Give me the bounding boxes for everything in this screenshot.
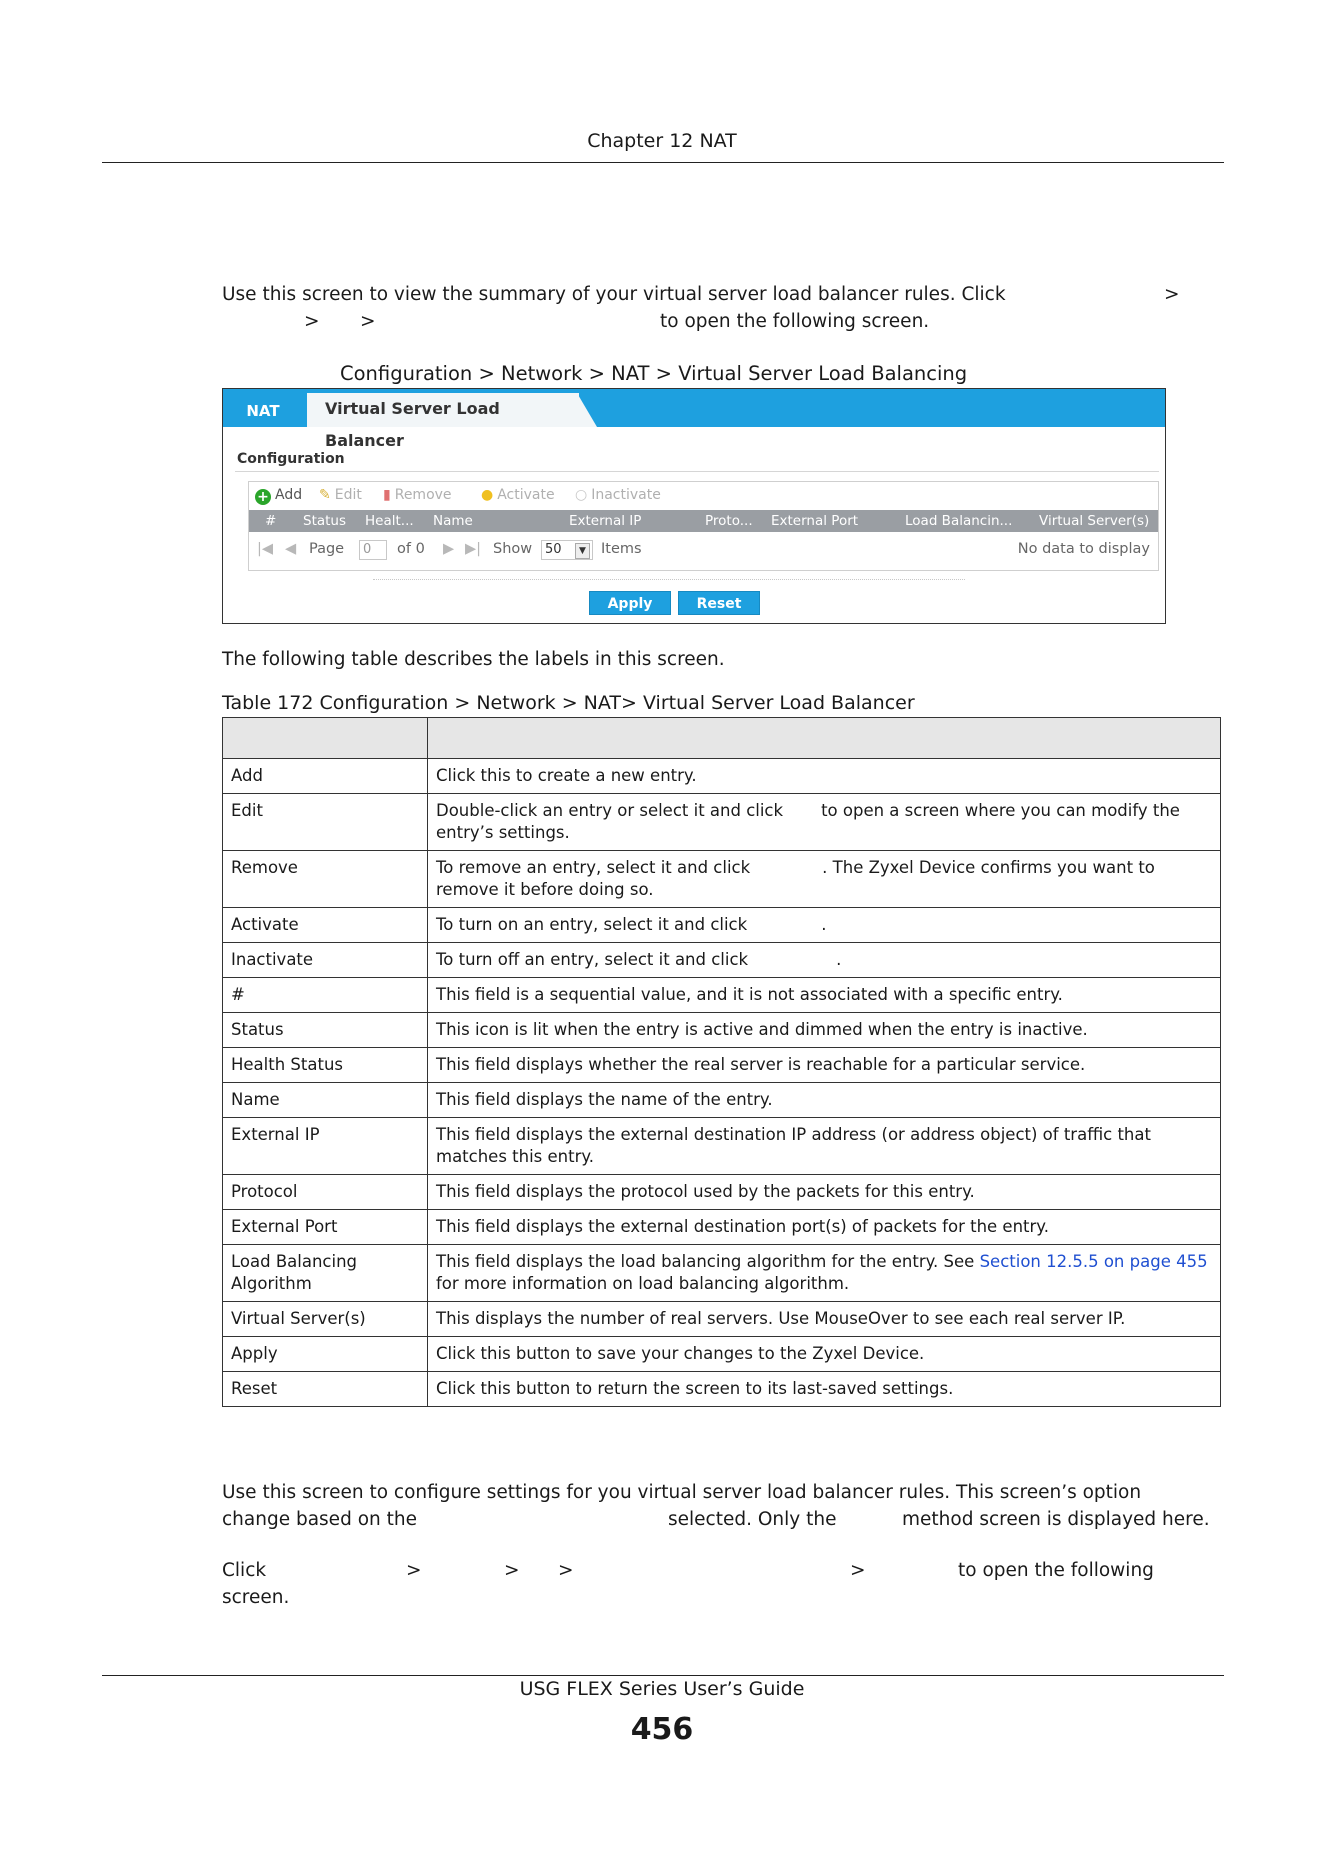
table-row — [223, 851, 1221, 908]
row-description: Click this to create a new entry. — [428, 759, 1221, 794]
table-row — [223, 1048, 1221, 1083]
intro-line-1: Use this screen to view the summary of your virtual server load balancer rules. Click — [222, 284, 1006, 305]
table-row — [223, 908, 1221, 943]
section2-separator: > — [850, 1560, 866, 1581]
row-label: # — [223, 978, 428, 1013]
row-label: External Port — [223, 1210, 428, 1245]
remove-button[interactable] — [383, 487, 452, 503]
activate-label: Activate — [497, 487, 555, 503]
add-button[interactable] — [255, 487, 302, 505]
page-size-value: 50 — [545, 542, 562, 557]
show-label: Show — [493, 541, 533, 557]
table-row — [223, 1013, 1221, 1048]
row-label: Edit — [223, 794, 428, 851]
last-page-icon[interactable]: ▶| — [465, 541, 482, 557]
tab-nat[interactable]: NAT — [246, 402, 280, 420]
edit-button[interactable] — [319, 487, 362, 503]
reset-button[interactable]: Reset — [678, 591, 760, 615]
guide-title: USG FLEX Series User’s Guide — [519, 1678, 805, 1700]
intro-separator: > — [360, 311, 376, 332]
section-divider — [235, 471, 1159, 472]
desc-part: To remove an entry, select it and click — [436, 858, 751, 877]
table-row — [223, 978, 1221, 1013]
row-label: Load Balancing Algorithm — [223, 1245, 428, 1302]
row-label: Name — [223, 1083, 428, 1118]
desc-part: Double-click an entry or select it and click — [436, 801, 784, 820]
desc-part: for more information on load balancing algorithm. — [436, 1274, 850, 1293]
chapter-header: Chapter 12 NAT — [587, 130, 737, 152]
page-input[interactable]: 0 — [359, 540, 387, 560]
page-size-select[interactable] — [541, 540, 593, 560]
table-caption: Table 172 Configuration > Network > NAT> Virtual Server Load Balancer — [222, 692, 915, 714]
row-description — [428, 794, 1221, 851]
row-label: Activate — [223, 908, 428, 943]
row-description: This displays the number of real servers. Use MouseOver to see each real server IP. — [428, 1302, 1221, 1337]
section2-text: method screen is displayed here. — [902, 1509, 1210, 1530]
desc-part: . — [821, 915, 827, 934]
trash-icon: ▮ — [383, 487, 391, 503]
row-description — [428, 1245, 1221, 1302]
first-page-icon[interactable]: |◀ — [257, 541, 274, 557]
row-label: Reset — [223, 1372, 428, 1407]
section2-text: selected. Only the — [668, 1509, 837, 1530]
table-row — [223, 1083, 1221, 1118]
add-icon: + — [255, 489, 271, 505]
intro-separator: > — [304, 311, 320, 332]
grid-header — [249, 510, 1158, 532]
empty-message: No data to display — [1017, 541, 1150, 557]
desc-part: To turn off an entry, select it and click — [436, 950, 749, 969]
row-description — [428, 908, 1221, 943]
section-title: Configuration — [237, 451, 345, 467]
section2-paragraph — [222, 1479, 1232, 1609]
tab-corner — [577, 393, 597, 427]
row-label: Status — [223, 1013, 428, 1048]
header-divider — [102, 162, 1224, 163]
section2-text: Click — [222, 1560, 267, 1581]
row-description: This field displays whether the real server is reachable for a particular service. — [428, 1048, 1221, 1083]
table-row — [223, 1118, 1221, 1175]
rules-grid — [248, 481, 1159, 571]
section2-text: to open the following — [958, 1560, 1154, 1581]
row-label: Protocol — [223, 1175, 428, 1210]
table-row — [223, 1210, 1221, 1245]
row-description: This icon is lit when the entry is active and dimmed when the entry is inactive. — [428, 1013, 1221, 1048]
table-row — [223, 1337, 1221, 1372]
column-header[interactable]: Name — [433, 513, 473, 529]
next-page-icon[interactable]: ▶ — [443, 541, 455, 557]
column-header[interactable]: Virtual Server(s) — [1039, 513, 1150, 529]
desc-part: . The Zyxel Device confirms you want to — [822, 858, 1155, 877]
header-cell — [428, 718, 1221, 759]
page-number: 456 — [630, 1712, 694, 1747]
edit-label: Edit — [334, 487, 362, 503]
row-label: Add — [223, 759, 428, 794]
row-label: Apply — [223, 1337, 428, 1372]
grid-pager — [249, 534, 1158, 564]
table-row — [223, 1302, 1221, 1337]
apply-button[interactable]: Apply — [589, 591, 671, 615]
grid-toolbar — [249, 482, 1158, 508]
section2-separator: > — [558, 1560, 574, 1581]
row-description — [428, 943, 1221, 978]
column-header[interactable]: Load Balancin... — [905, 513, 1013, 529]
intro-line-2: to open the following screen. — [660, 311, 930, 332]
row-label: External IP — [223, 1118, 428, 1175]
inactivate-button[interactable] — [575, 487, 661, 503]
table-row — [223, 1372, 1221, 1407]
page-count: of 0 — [397, 541, 425, 557]
column-header[interactable]: Status — [303, 513, 347, 529]
desc-part: entry’s settings. — [436, 823, 570, 842]
inactivate-label: Inactivate — [591, 487, 661, 503]
lightbulb-off-icon: ○ — [575, 487, 588, 503]
items-label: Items — [601, 541, 642, 557]
table-header-row — [223, 718, 1221, 759]
lightbulb-on-icon: ● — [481, 487, 494, 503]
section-link[interactable]: Section 12.5.5 on page 455 — [979, 1252, 1208, 1271]
desc-part: . — [836, 950, 842, 969]
add-label: Add — [275, 487, 303, 503]
table-intro: The following table describes the labels in this screen. — [222, 649, 725, 670]
desc-part: This field displays the load balancing algorithm for the entry. See — [436, 1252, 975, 1271]
table-row — [223, 759, 1221, 794]
column-header[interactable]: Healt... — [365, 513, 414, 529]
footer-divider — [102, 1675, 1224, 1676]
table-row — [223, 1245, 1221, 1302]
row-label: Inactivate — [223, 943, 428, 978]
section2-line-1: Use this screen to configure settings for you virtual server load balancer rules. This screen’s option — [222, 1482, 1142, 1503]
labels-table — [222, 717, 1221, 1407]
section2-separator: > — [406, 1560, 422, 1581]
column-header[interactable]: External IP — [569, 513, 642, 529]
row-label: Virtual Server(s) — [223, 1302, 428, 1337]
row-label: Health Status — [223, 1048, 428, 1083]
row-description: This field displays the protocol used by the packets for this entry. — [428, 1175, 1221, 1210]
row-label: Remove — [223, 851, 428, 908]
activate-button[interactable] — [481, 487, 555, 503]
row-description: Click this button to return the screen to its last-saved settings. — [428, 1372, 1221, 1407]
row-description: Click this button to save your changes to the Zyxel Device. — [428, 1337, 1221, 1372]
row-description: This field displays the name of the entry. — [428, 1083, 1221, 1118]
table-row — [223, 1175, 1221, 1210]
row-description — [428, 851, 1221, 908]
edit-icon: ✎ — [319, 487, 331, 503]
desc-part: To turn on an entry, select it and click — [436, 915, 748, 934]
ui-screenshot — [222, 388, 1166, 624]
table-row — [223, 794, 1221, 851]
chevron-down-icon: ▼ — [575, 543, 590, 559]
section2-text: screen. — [222, 1587, 290, 1608]
desc-part: to open a screen where you can modify the — [821, 801, 1180, 820]
section2-text: change based on the — [222, 1509, 417, 1530]
column-header[interactable]: External Port — [771, 513, 859, 529]
page-label: Page — [309, 541, 345, 557]
remove-label: Remove — [394, 487, 452, 503]
tab-virtual-server-load-balancer[interactable]: Virtual Server Load Balancer — [307, 393, 579, 427]
intro-paragraph — [222, 281, 1182, 341]
figure-caption: Configuration > Network > NAT > Virtual Server Load Balancing — [340, 362, 968, 385]
row-description: This field displays the external destination IP address (or address object) of traffic that matches this entry. — [428, 1118, 1221, 1175]
row-description: This field displays the external destination port(s) of packets for the entry. — [428, 1210, 1221, 1245]
intro-separator: > — [1164, 284, 1180, 305]
section2-separator: > — [504, 1560, 520, 1581]
header-cell — [223, 718, 428, 759]
desc-part: remove it before doing so. — [436, 880, 654, 899]
row-description: This field is a sequential value, and it is not associated with a specific entry. — [428, 978, 1221, 1013]
column-header[interactable]: # — [265, 513, 277, 529]
table-row — [223, 943, 1221, 978]
column-header[interactable]: Proto... — [705, 513, 753, 529]
dotted-divider — [373, 579, 965, 580]
prev-page-icon[interactable]: ◀ — [285, 541, 297, 557]
